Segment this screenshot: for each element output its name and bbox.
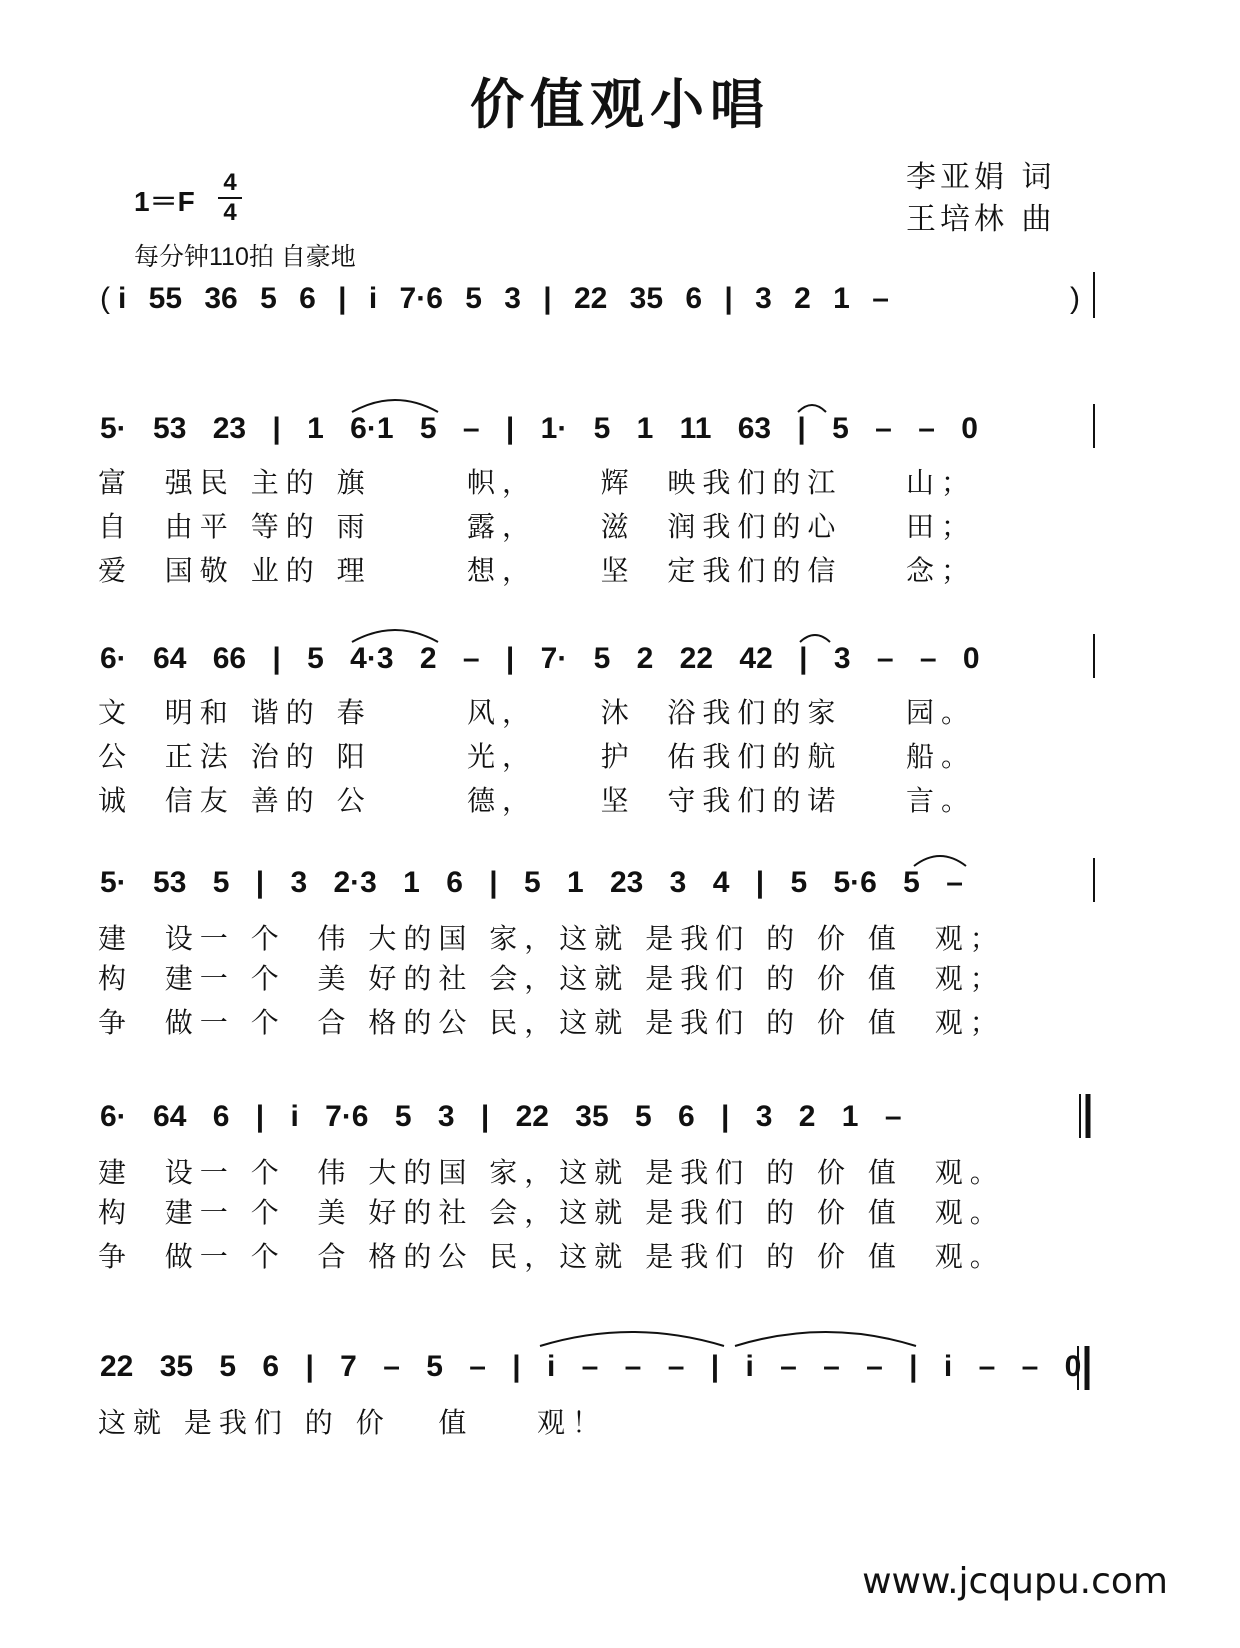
time-signature-bottom: 4	[223, 199, 237, 226]
composer-credit: 王培林 曲	[906, 202, 1056, 237]
system-1-lyric-3: 爱 国敬 业的 理 想， 坚 定我们的信 念；	[98, 554, 977, 587]
slur-system-1-a	[352, 400, 438, 412]
lyricist-credit: 李亚娟 词	[906, 160, 1056, 195]
system-2-notes: 6· 64 66 | 5 4·3 2 – | 7· 5 2 22 42 | 3 – – 0	[100, 642, 980, 675]
system-5-notes: 22 35 5 6 | 7 – 5 – | i – – – | i – – – | i – – 0	[100, 1350, 1082, 1383]
time-signature-top: 4	[223, 169, 237, 196]
system-3-lyric-3: 争 做一 个 合 格的公 民，这就 是我们 的 价 值 观；	[98, 1006, 1005, 1039]
slur-system-1-b	[798, 405, 826, 412]
system-4-lyric-3: 争 做一 个 合 格的公 民，这就 是我们 的 价 值 观。	[98, 1240, 1005, 1273]
system-1-lyric-2: 自 由平 等的 雨 露， 滋 润我们的心 田；	[98, 510, 977, 543]
system-2-lyric-2: 公 正法 治的 阳 光， 护 佑我们的航 船。	[98, 740, 977, 773]
key-signature: 1＝F	[134, 186, 195, 217]
page-title: 价值观小唱	[470, 72, 770, 136]
slur-system-2-b	[800, 635, 830, 642]
slur-system-5-a	[540, 1332, 724, 1346]
system-2-lyric-3: 诚 信友 善的 公 德， 坚 守我们的诺 言。	[98, 784, 977, 817]
slur-system-3	[914, 856, 966, 866]
system-3-lyric-1: 建 设一 个 伟 大的国 家，这就 是我们 的 价 值 观；	[98, 922, 1005, 955]
watermark: www.jcqupu.com	[862, 1561, 1168, 1602]
system-5-lyric-1: 这就 是我们 的 价 值 观！	[98, 1406, 608, 1439]
system-1-notes: 5· 53 23 | 1 6·1 5 – | 1· 5 1 11 63 | 5 – – 0	[100, 412, 978, 445]
system-3-lyric-2: 构 建一 个 美 好的社 会，这就 是我们 的 价 值 观；	[98, 962, 1005, 995]
slur-system-2-a	[352, 630, 438, 642]
system-2-lyric-1: 文 明和 谐的 春 风， 沐 浴我们的家 园。	[98, 696, 977, 729]
intro-open-paren: (	[100, 282, 110, 315]
tempo-marking: 每分钟110拍 自豪地	[134, 243, 356, 271]
system-4-lyric-1: 建 设一 个 伟 大的国 家，这就 是我们 的 价 值 观。	[98, 1156, 1005, 1189]
system-4-notes: 6· 64 6 | i 7·6 5 3 | 22 35 5 6 | 3 2 1 –	[100, 1100, 902, 1133]
system-1-lyric-1: 富 强民 主的 旗 帜， 辉 映我们的江 山；	[98, 466, 977, 499]
system-4-lyric-2: 构 建一 个 美 好的社 会，这就 是我们 的 价 值 观。	[98, 1196, 1005, 1229]
slur-system-5-b	[735, 1332, 916, 1346]
system-3-notes: 5· 53 5 | 3 2·3 1 6 | 5 1 23 3 4 | 5 5·6 5 –	[100, 866, 963, 899]
intro-close-paren: )	[1070, 282, 1080, 315]
intro-notes: i 55 36 5 6 | i 7·6 5 3 | 22 35 6 | 3 2 1 –	[118, 282, 889, 315]
